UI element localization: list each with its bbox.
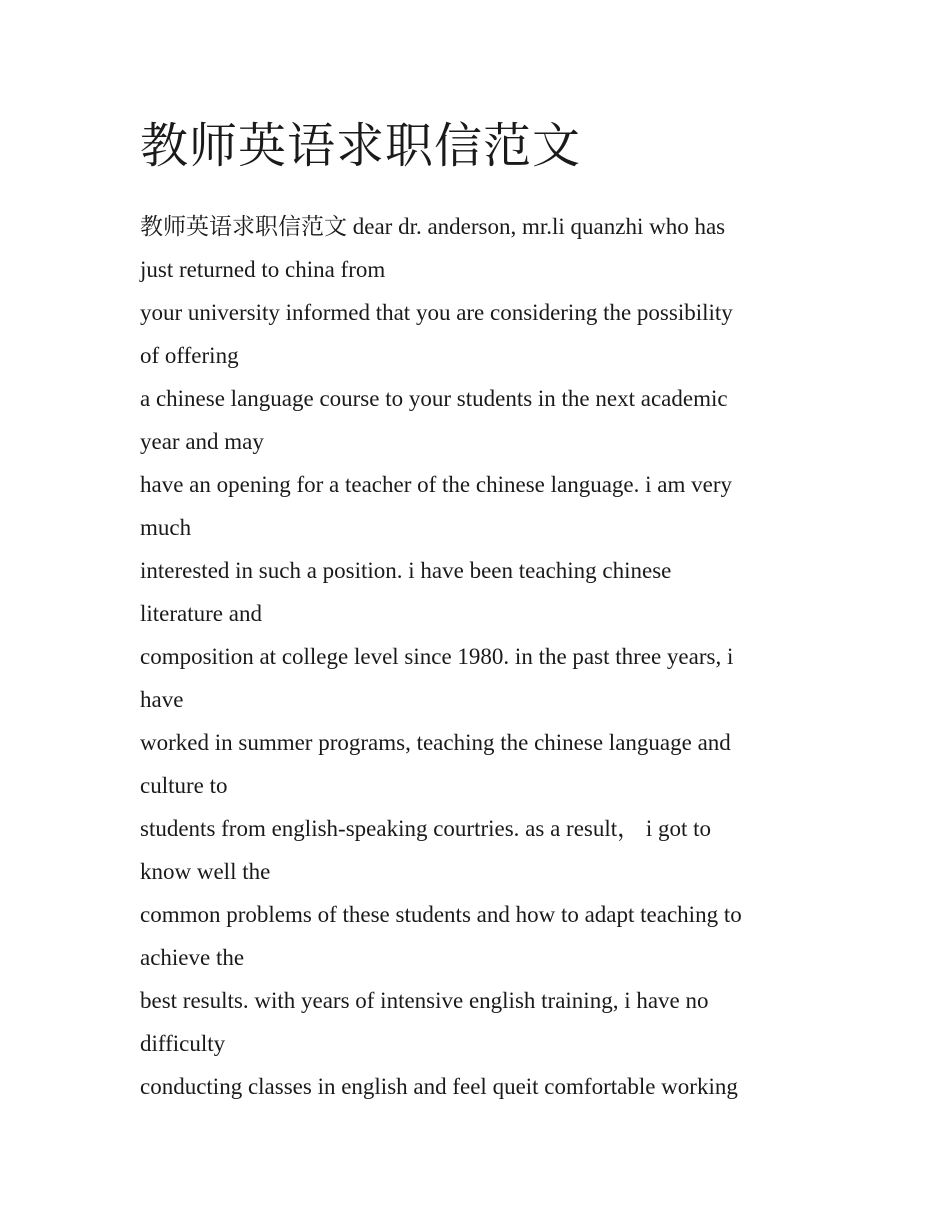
body-line: 教师英语求职信范文 dear dr. anderson, mr.li quanzhi who has [140,214,726,239]
body-line: worked in summer programs, teaching the chinese language and [140,730,731,755]
body-line: of offering [140,343,239,368]
document-page [140,112,820,1108]
body-line: know well the [140,859,271,884]
document-title: 教师英语求职信范文 [140,118,582,174]
body-line: have an opening for a teacher of the chinese language. i am very [140,472,732,497]
body-line: composition at college level since 1980. in the past three years, i [140,644,734,669]
body-line: best results. with years of intensive english training, i have no [140,988,709,1013]
body-line: your university informed that you are considering the possibility [140,300,733,325]
body-line: interested in such a position. i have been teaching chinese [140,558,672,583]
body-line: year and may [140,429,264,454]
body-line: difficulty [140,1031,226,1056]
document-body [140,205,820,1108]
body-line: common problems of these students and how to adapt teaching to [140,902,742,927]
body-line: conducting classes in english and feel queit comfortable working [140,1074,738,1099]
body-line: have [140,687,184,712]
body-line: achieve the [140,945,245,970]
body-line: much [140,515,192,540]
body-line: just returned to china from [140,257,386,282]
body-line: a chinese language course to your students in the next academic [140,386,728,411]
body-line: students from english-speaking courtries. as a result， i got to [140,816,712,841]
body-line: literature and [140,601,262,626]
body-line: culture to [140,773,228,798]
